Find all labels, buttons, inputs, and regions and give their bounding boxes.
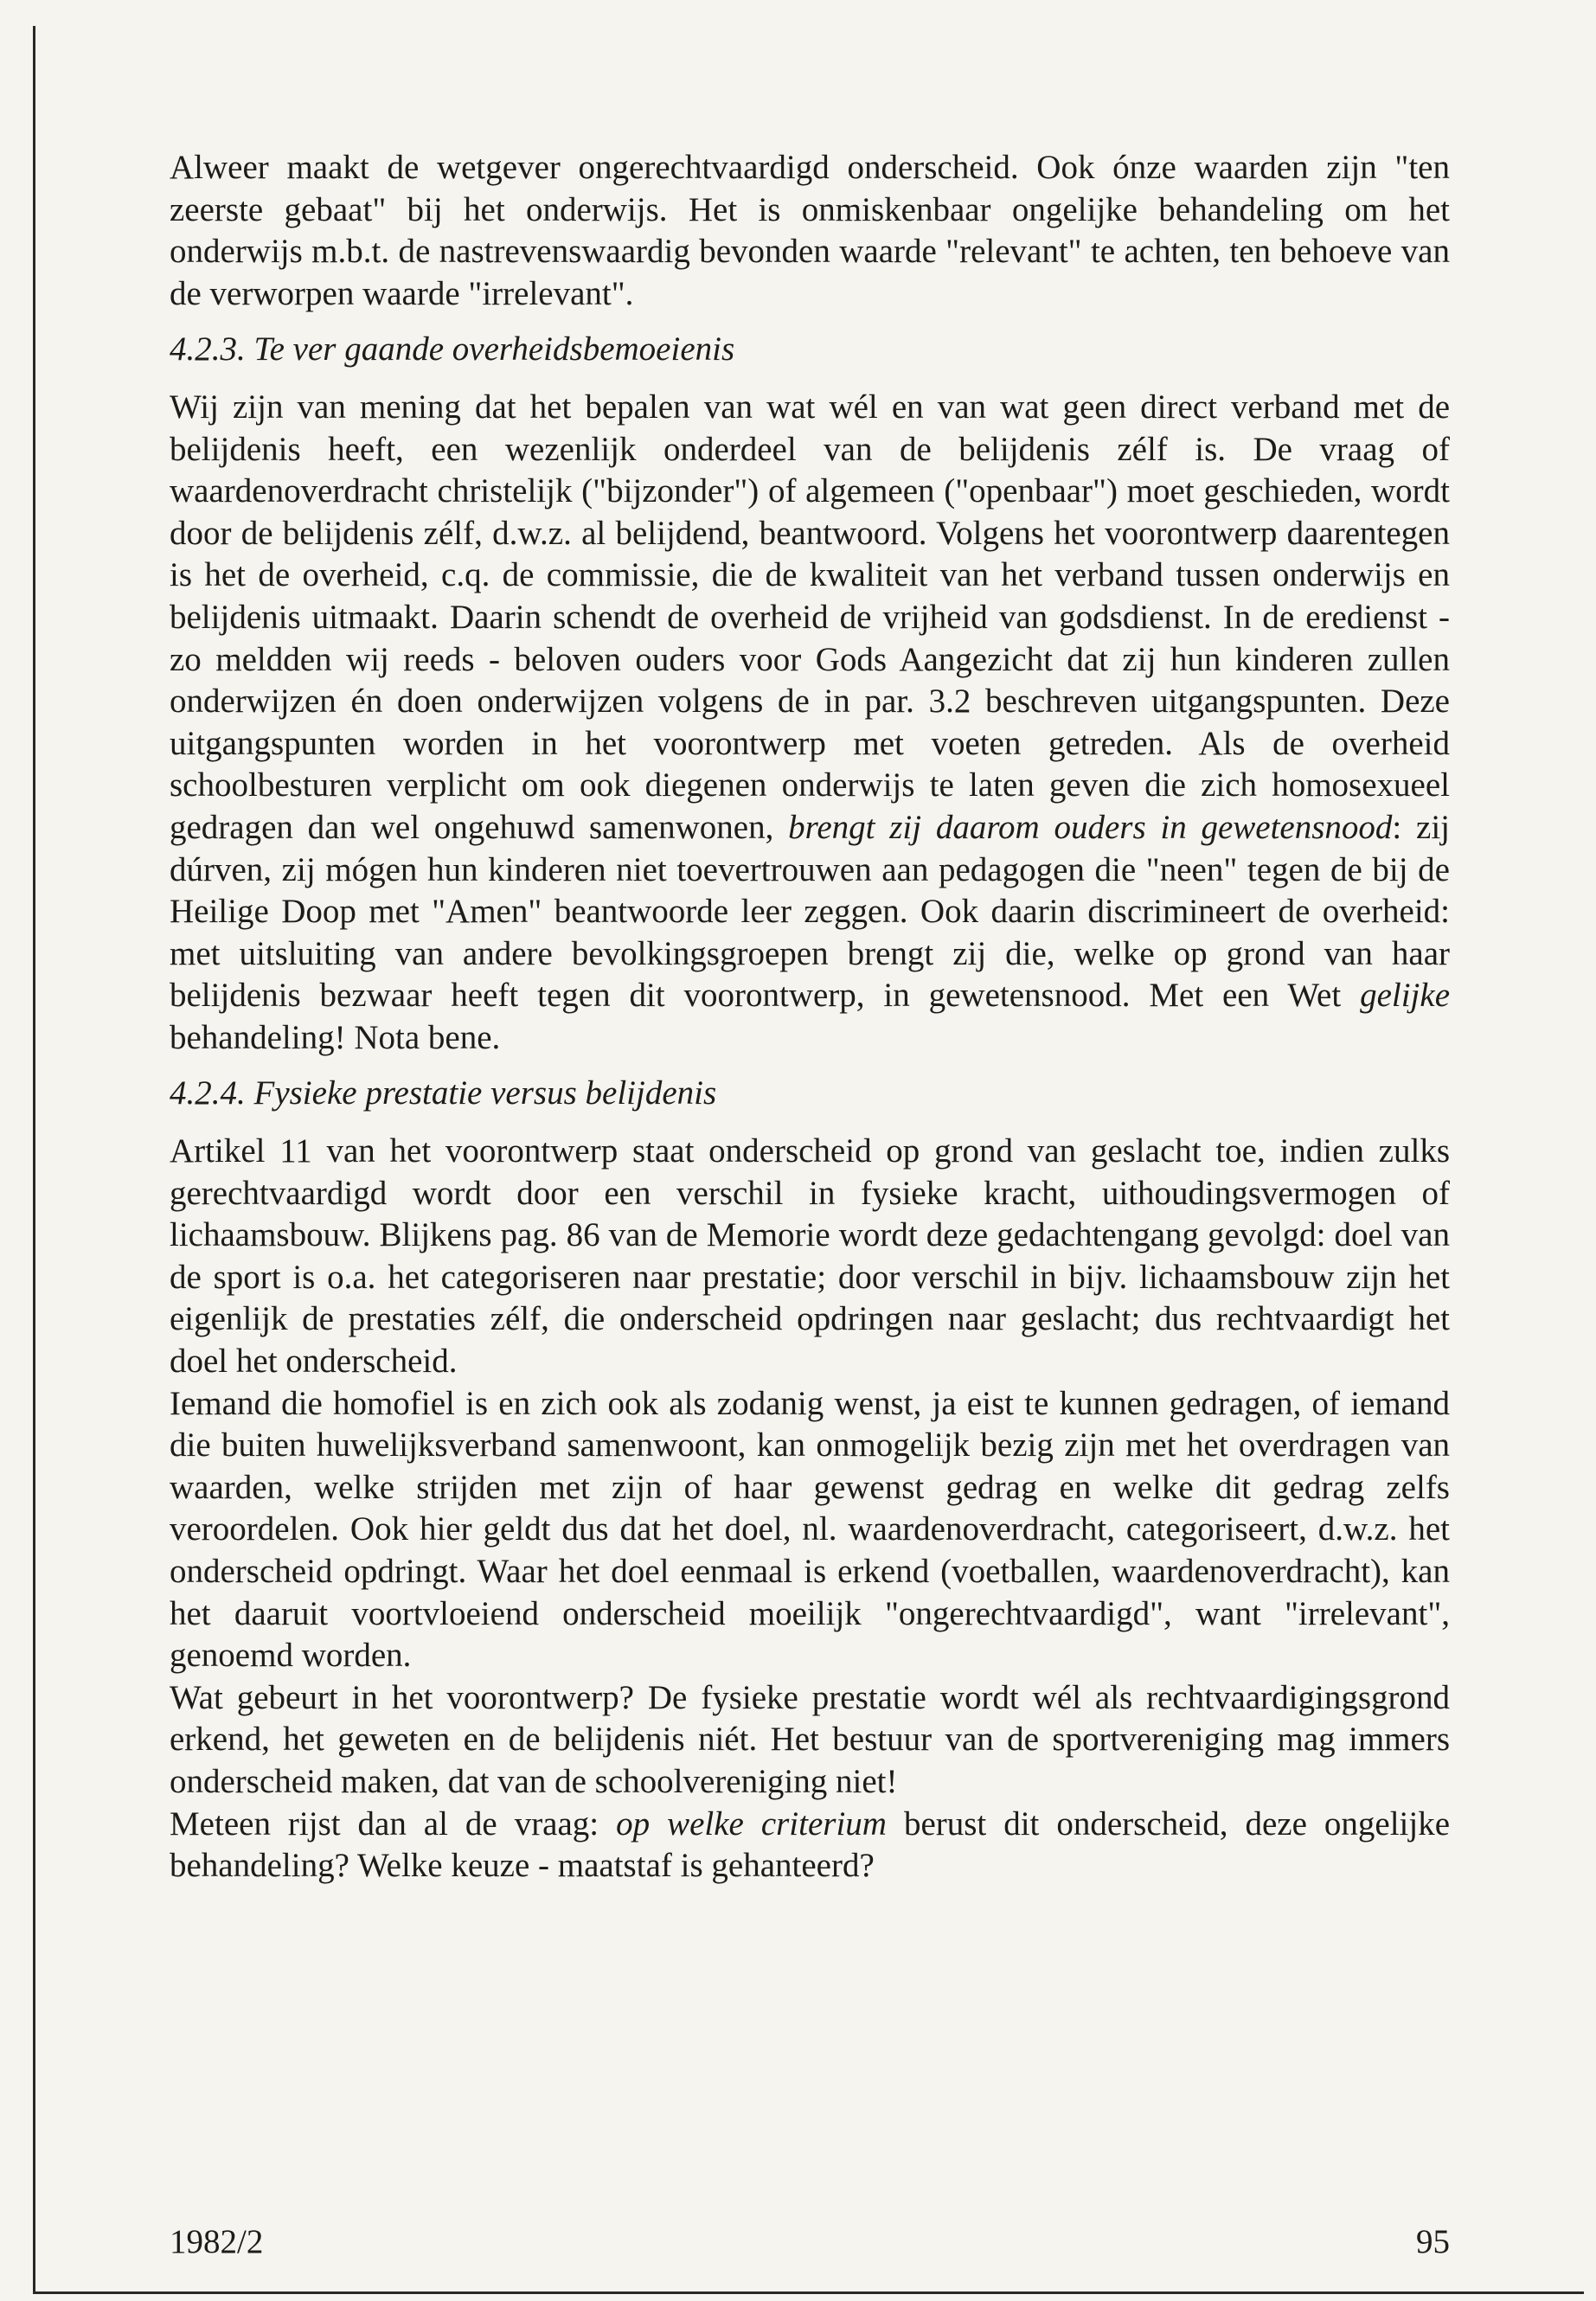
page-footer: [170, 2221, 1450, 2263]
article-body: [170, 147, 1450, 1888]
page-number: 95: [1416, 2223, 1450, 2260]
intro-paragraph: Alweer maakt de wetgever ongerechtvaardigd onderscheid. Ook ónze waarden zijn "ten zeerste gebaat" bij het onderwijs. Het is onmiskenbaar ongelijke behandeling om het onderwijs m.b.t. de nastrevenswaardig bevonden waarde "relevant" te achten, ten behoeve van de verworpen waarde "irrelevant".: [170, 149, 1450, 312]
text-run: behandeling! Nota bene.: [170, 1018, 501, 1056]
emphasis-text: op welke criterium: [616, 1804, 887, 1843]
text-run: : zij dúrven, zij mógen hun kinderen niet toevertrouwen aan pedagogen die "neen" tegen de bij de Heilige Doop met "Amen" beantwoorde leer zeggen. Ook daarin discrimineert de overheid: met uitsluiting van andere bevolkingsgroepen brengt zij die, welke op grond van haar belijdenis bezwaar heeft tegen dit voorontwerp, in gewetensnood. Met een Wet: [170, 808, 1450, 1015]
text-run: berust dit onderscheid, deze ongelijke behandeling? Welke keuze - maatstaf is gehanteerd?: [170, 1804, 1451, 1885]
text-run: Wij zijn van mening dat het bepalen van wat wél en van wat geen direct verband met de belijdenis heeft, een wezenlijk onderdeel van de belijdenis zélf is. De vraag of waardenoverdracht christelijk ("bijzonder") of algemeen ("openbaar") moet geschieden, wordt door de belijdenis zélf, d.w.z. al belijdend, beantwoord. Volgens het voorontwerp daarentegen is het de overheid, c.q. de commissie, die de kwaliteit van het verband tussen onderwijs en belijdenis uitmaakt. Daarin schendt de overheid de vrijheid van godsdienst. In de eredienst - zo meldden wij reeds - beloven ouders voor Gods Aangezicht dat zij hun kinderen zullen onderwijzen én doen onderwijzen volgens de in par. 3.2 beschreven uitgangspunten. Deze uitgangspunten worden in het voorontwerp met voeten getreden. Als de overheid schoolbesturen verplicht om ook diegenen onderwijs te laten geven die zich homosexueel gedragen dan wel ongehuwd samenwonen,: [170, 388, 1450, 846]
section-4-2-4-paragraph-1: Artikel 11 van het voorontwerp staat onderscheid op grond van geslacht toe, indien zulks gerechtvaardigd wordt door een verschil in fysieke kracht, uithoudingsvermogen of lichaamsbouw. Blijkens pag. 86 van de Memorie wordt deze gedachtengang gevolgd: doel van de sport is o.a. het categoriseren naar prestatie; door verschil in bijv. lichaamsbouw zijn het eigenlijk de prestaties zélf, die onderscheid opdringen naar geslacht; dus rechtvaardigt het doel het onderscheid.: [170, 1132, 1450, 1381]
emphasis-text: brengt zij daarom ouders in gewetensnood: [788, 808, 1393, 846]
text-run: Meteen rijst dan al de vraag:: [170, 1804, 599, 1843]
issue-number: 1982/2: [170, 2223, 264, 2260]
section-4-2-4-paragraph-2: Iemand die homofiel is en zich ook als zodanig wenst, ja eist te kunnen gedragen, of iemand die buiten huwelijksverband samenwoont, kan onmogelijk bezig zijn met het overdragen van waarden, welke strijden met zijn of haar gewenst gedrag en welke dit gedrag zelfs veroordelen. Ook hier geldt dus dat het doel, nl. waardenoverdracht, categoriseert, d.w.z. het onderscheid opdringt. Waar het doel eenmaal is erkend (voetballen, waardenoverdracht), kan het daaruit voortvloeiend onderscheid moeilijk "ongerechtvaardigd", want "irrelevant", genoemd worden.: [170, 1384, 1450, 1675]
section-4-2-4-paragraph-3: Wat gebeurt in het voorontwerp? De fysieke prestatie wordt wél als rechtvaardigingsgrond erkend, het geweten en de belijdenis niét. Het bestuur van de sportvereniging mag immers onderscheid maken, dat van de schoolvereniging niet!: [170, 1678, 1450, 1800]
section-heading-4-2-3: 4.2.3. Te ver gaande overheidsbemoeienis: [170, 330, 735, 369]
section-4-2-3-paragraph: [170, 387, 1450, 1060]
section-4-2-4-paragraph-4: [170, 1804, 1450, 1888]
section-heading-4-2-4: 4.2.4. Fysieke prestatie versus belijdenis: [170, 1074, 717, 1112]
emphasis-text: gelijke: [1360, 977, 1451, 1015]
